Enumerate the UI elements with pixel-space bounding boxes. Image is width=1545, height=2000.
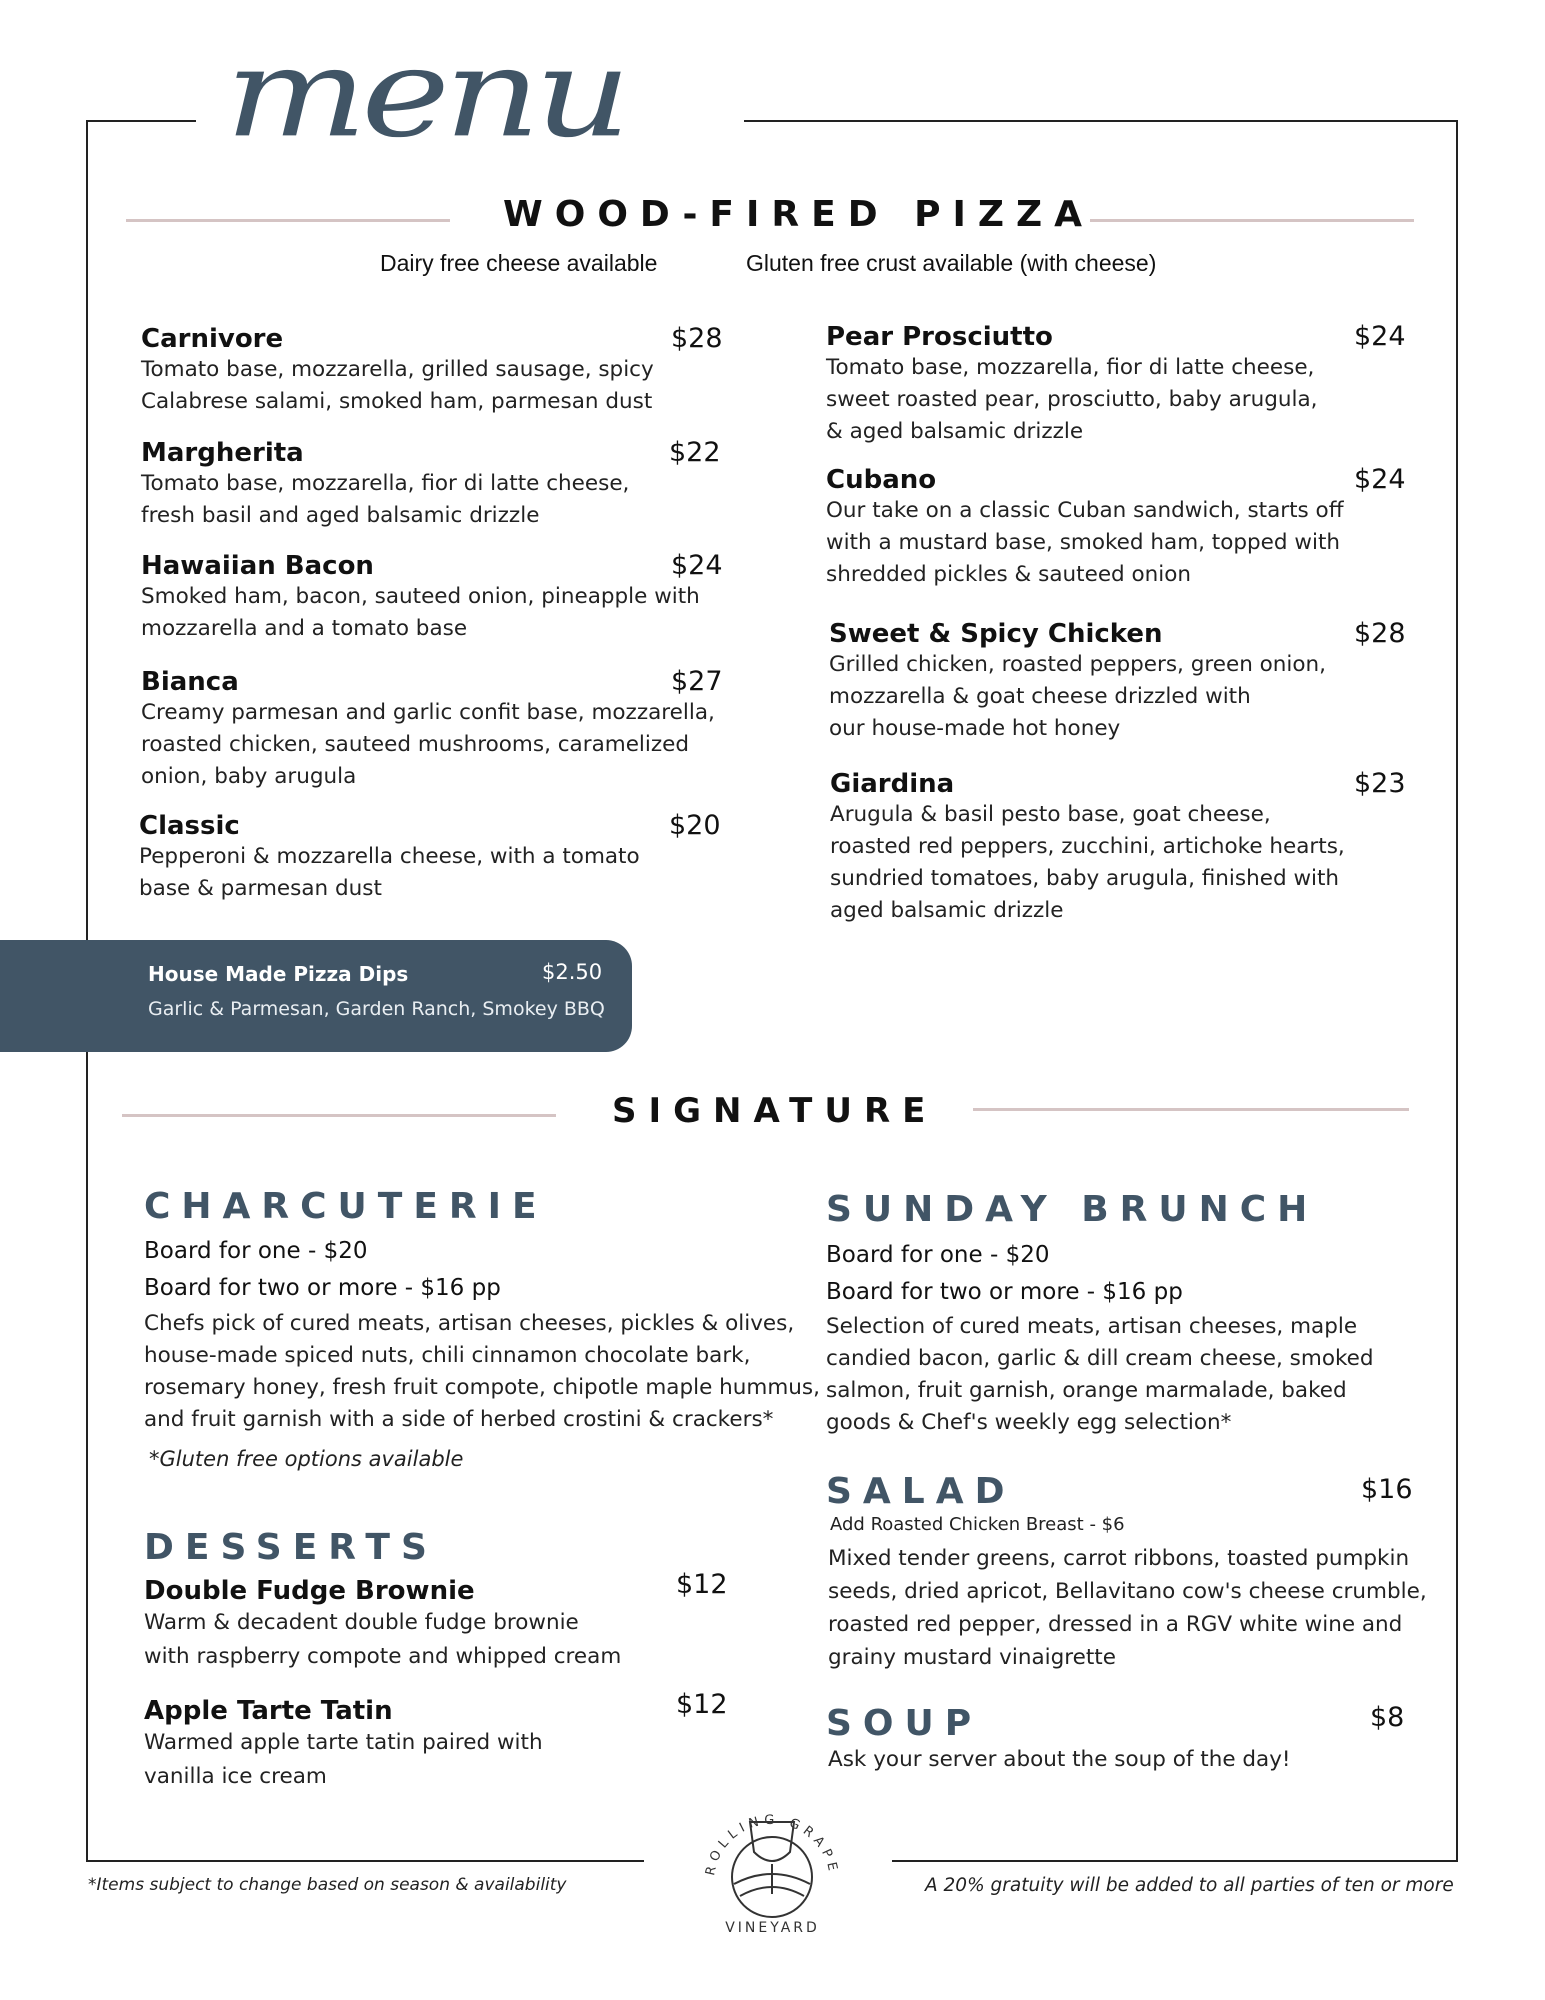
menu-item (826, 465, 1416, 591)
item-price: $27 (671, 666, 723, 697)
menu-item (141, 667, 721, 793)
item-desc: Tomato base, mozzarella, grilled sausage, spicy Calabrese salami, smoked ham, parmesan dust (141, 357, 654, 414)
dairy-note: Dairy free cheese available (380, 250, 658, 276)
item-price: $20 (669, 810, 721, 841)
frame-line (1456, 120, 1458, 1860)
charcuterie-title: CHARCUTERIE (144, 1186, 548, 1227)
dips-name: House Made Pizza Dips (148, 962, 409, 986)
item-desc: Grilled chicken, roasted peppers, green onion, mozzarella & goat cheese drizzled with our house-made hot honey (829, 652, 1327, 741)
brunch-desc: Selection of cured meats, artisan cheeses, maple candied bacon, garlic & dill cream cheese, smoked salmon, fruit garnish, orange marmalade, baked goods & Chef's weekly egg selection* (826, 1314, 1374, 1435)
footer-right-note: A 20% gratuity will be added to all parties of ten or more (925, 1875, 1454, 1896)
menu-item (139, 811, 719, 905)
pizza-dips-banner (0, 940, 632, 1052)
item-desc: Smoked ham, bacon, sauteed onion, pineapple with mozzarella and a tomato base (141, 584, 700, 641)
item-name: Giardina (830, 769, 955, 799)
logo-arc-text: ROLLING GRAPE (703, 1812, 841, 1877)
item-name: Pear Prosciutto (826, 322, 1053, 352)
wine-glass-icon (732, 1822, 812, 1917)
logo-wordmark: VINEYARD (725, 1920, 820, 1936)
desserts-title: DESSERTS (144, 1527, 438, 1568)
brunch-title: SUNDAY BRUNCH (826, 1189, 1319, 1230)
divider (126, 219, 450, 222)
item-desc: Warmed apple tarte tatin paired with vanilla ice cream (144, 1730, 543, 1789)
frame-line (892, 1860, 1458, 1862)
item-price: $24 (671, 550, 723, 581)
item-price: $22 (669, 437, 721, 468)
divider (973, 1108, 1409, 1111)
menu-item (141, 324, 721, 418)
menu-title: menu (225, 22, 626, 165)
divider (1090, 219, 1414, 222)
item-name: Apple Tarte Tatin (144, 1696, 393, 1726)
item-desc: Warm & decadent double fudge brownie with raspberry compote and whipped cream (144, 1610, 622, 1669)
dips-price: $2.50 (542, 960, 603, 984)
menu-item (829, 619, 1419, 745)
board-for-one: Board for one - $20 (826, 1242, 1050, 1268)
divider (122, 1114, 556, 1117)
dips-desc: Garlic & Parmesan, Garden Ranch, Smokey BBQ (148, 998, 605, 1020)
item-price: $23 (1354, 768, 1406, 799)
item-desc: Pepperoni & mozzarella cheese, with a tomato base & parmesan dust (139, 844, 640, 901)
footer-left-note: *Items subject to change based on season & availability (88, 1875, 567, 1895)
item-name: Hawaiian Bacon (141, 551, 374, 581)
soup-desc: Ask your server about the soup of the day! (828, 1747, 1291, 1772)
item-name: Cubano (826, 465, 937, 495)
charcuterie-desc: Chefs pick of cured meats, artisan cheeses, pickles & olives, house-made spiced nuts, chili cinnamon chocolate bark, rosemary honey, fresh fruit compote, chipotle maple hummus, and fruit garnish with a side of herbed crostini & crackers* (144, 1311, 820, 1432)
rolling-grape-logo (692, 1772, 852, 1942)
signature-section-title: SIGNATURE (612, 1091, 938, 1131)
item-price: $24 (1354, 464, 1406, 495)
item-desc: Tomato base, mozzarella, fior di latte cheese, sweet roasted pear, prosciutto, baby arugula, & aged balsamic drizzle (826, 355, 1318, 444)
menu-item (141, 438, 721, 532)
salad-price: $16 (1361, 1474, 1413, 1505)
menu-item (141, 551, 721, 645)
board-for-two: Board for two or more - $16 pp (826, 1279, 1183, 1305)
item-desc: Creamy parmesan and garlic confit base, mozzarella, roasted chicken, sauteed mushrooms, caramelized onion, baby arugula (141, 700, 715, 789)
frame-line (86, 120, 196, 122)
item-desc: Our take on a classic Cuban sandwich, starts off with a mustard base, smoked ham, topped with shredded pickles & sauteed onion (826, 498, 1344, 587)
board-for-one: Board for one - $20 (144, 1238, 368, 1264)
menu-item (144, 1569, 728, 1674)
frame-line (86, 1860, 644, 1862)
item-name: Carnivore (141, 324, 284, 354)
salad-desc: Mixed tender greens, carrot ribbons, toasted pumpkin seeds, dried apricot, Bellavitano cow's cheese crumble, roasted red pepper, dressed in a RGV white wine and grainy mustard vinaigrette (828, 1546, 1427, 1670)
item-price: $28 (1354, 618, 1406, 649)
item-price: $12 (676, 1569, 728, 1600)
item-name: Bianca (141, 667, 239, 697)
item-name: Classic (139, 811, 240, 841)
menu-item (826, 322, 1416, 448)
pizza-section-title: WOOD-FIRED PIZZA (503, 194, 1094, 235)
salad-addon: Add Roasted Chicken Breast - $6 (830, 1514, 1125, 1535)
item-name: Sweet & Spicy Chicken (829, 619, 1163, 649)
gluten-note: Gluten free crust available (with cheese) (746, 250, 1157, 276)
item-desc: Tomato base, mozzarella, fior di latte cheese, fresh basil and aged balsamic drizzle (141, 471, 630, 528)
frame-line (744, 120, 1458, 122)
salad-title: SALAD (826, 1471, 1016, 1512)
item-price: $28 (671, 323, 723, 354)
item-price: $12 (676, 1689, 728, 1720)
board-for-two: Board for two or more - $16 pp (144, 1275, 501, 1301)
item-name: Margherita (141, 438, 304, 468)
item-price: $24 (1354, 321, 1406, 352)
soup-price: $8 (1370, 1702, 1405, 1733)
menu-item (830, 769, 1420, 927)
soup-title: SOUP (826, 1703, 983, 1744)
item-desc: Arugula & basil pesto base, goat cheese, roasted red peppers, zucchini, artichoke hearts, sundried tomatoes, baby arugula, finished with aged balsamic drizzle (830, 802, 1345, 923)
gluten-free-note: *Gluten free options available (149, 1447, 464, 1471)
menu-item (144, 1689, 728, 1794)
item-name: Double Fudge Brownie (144, 1576, 475, 1606)
